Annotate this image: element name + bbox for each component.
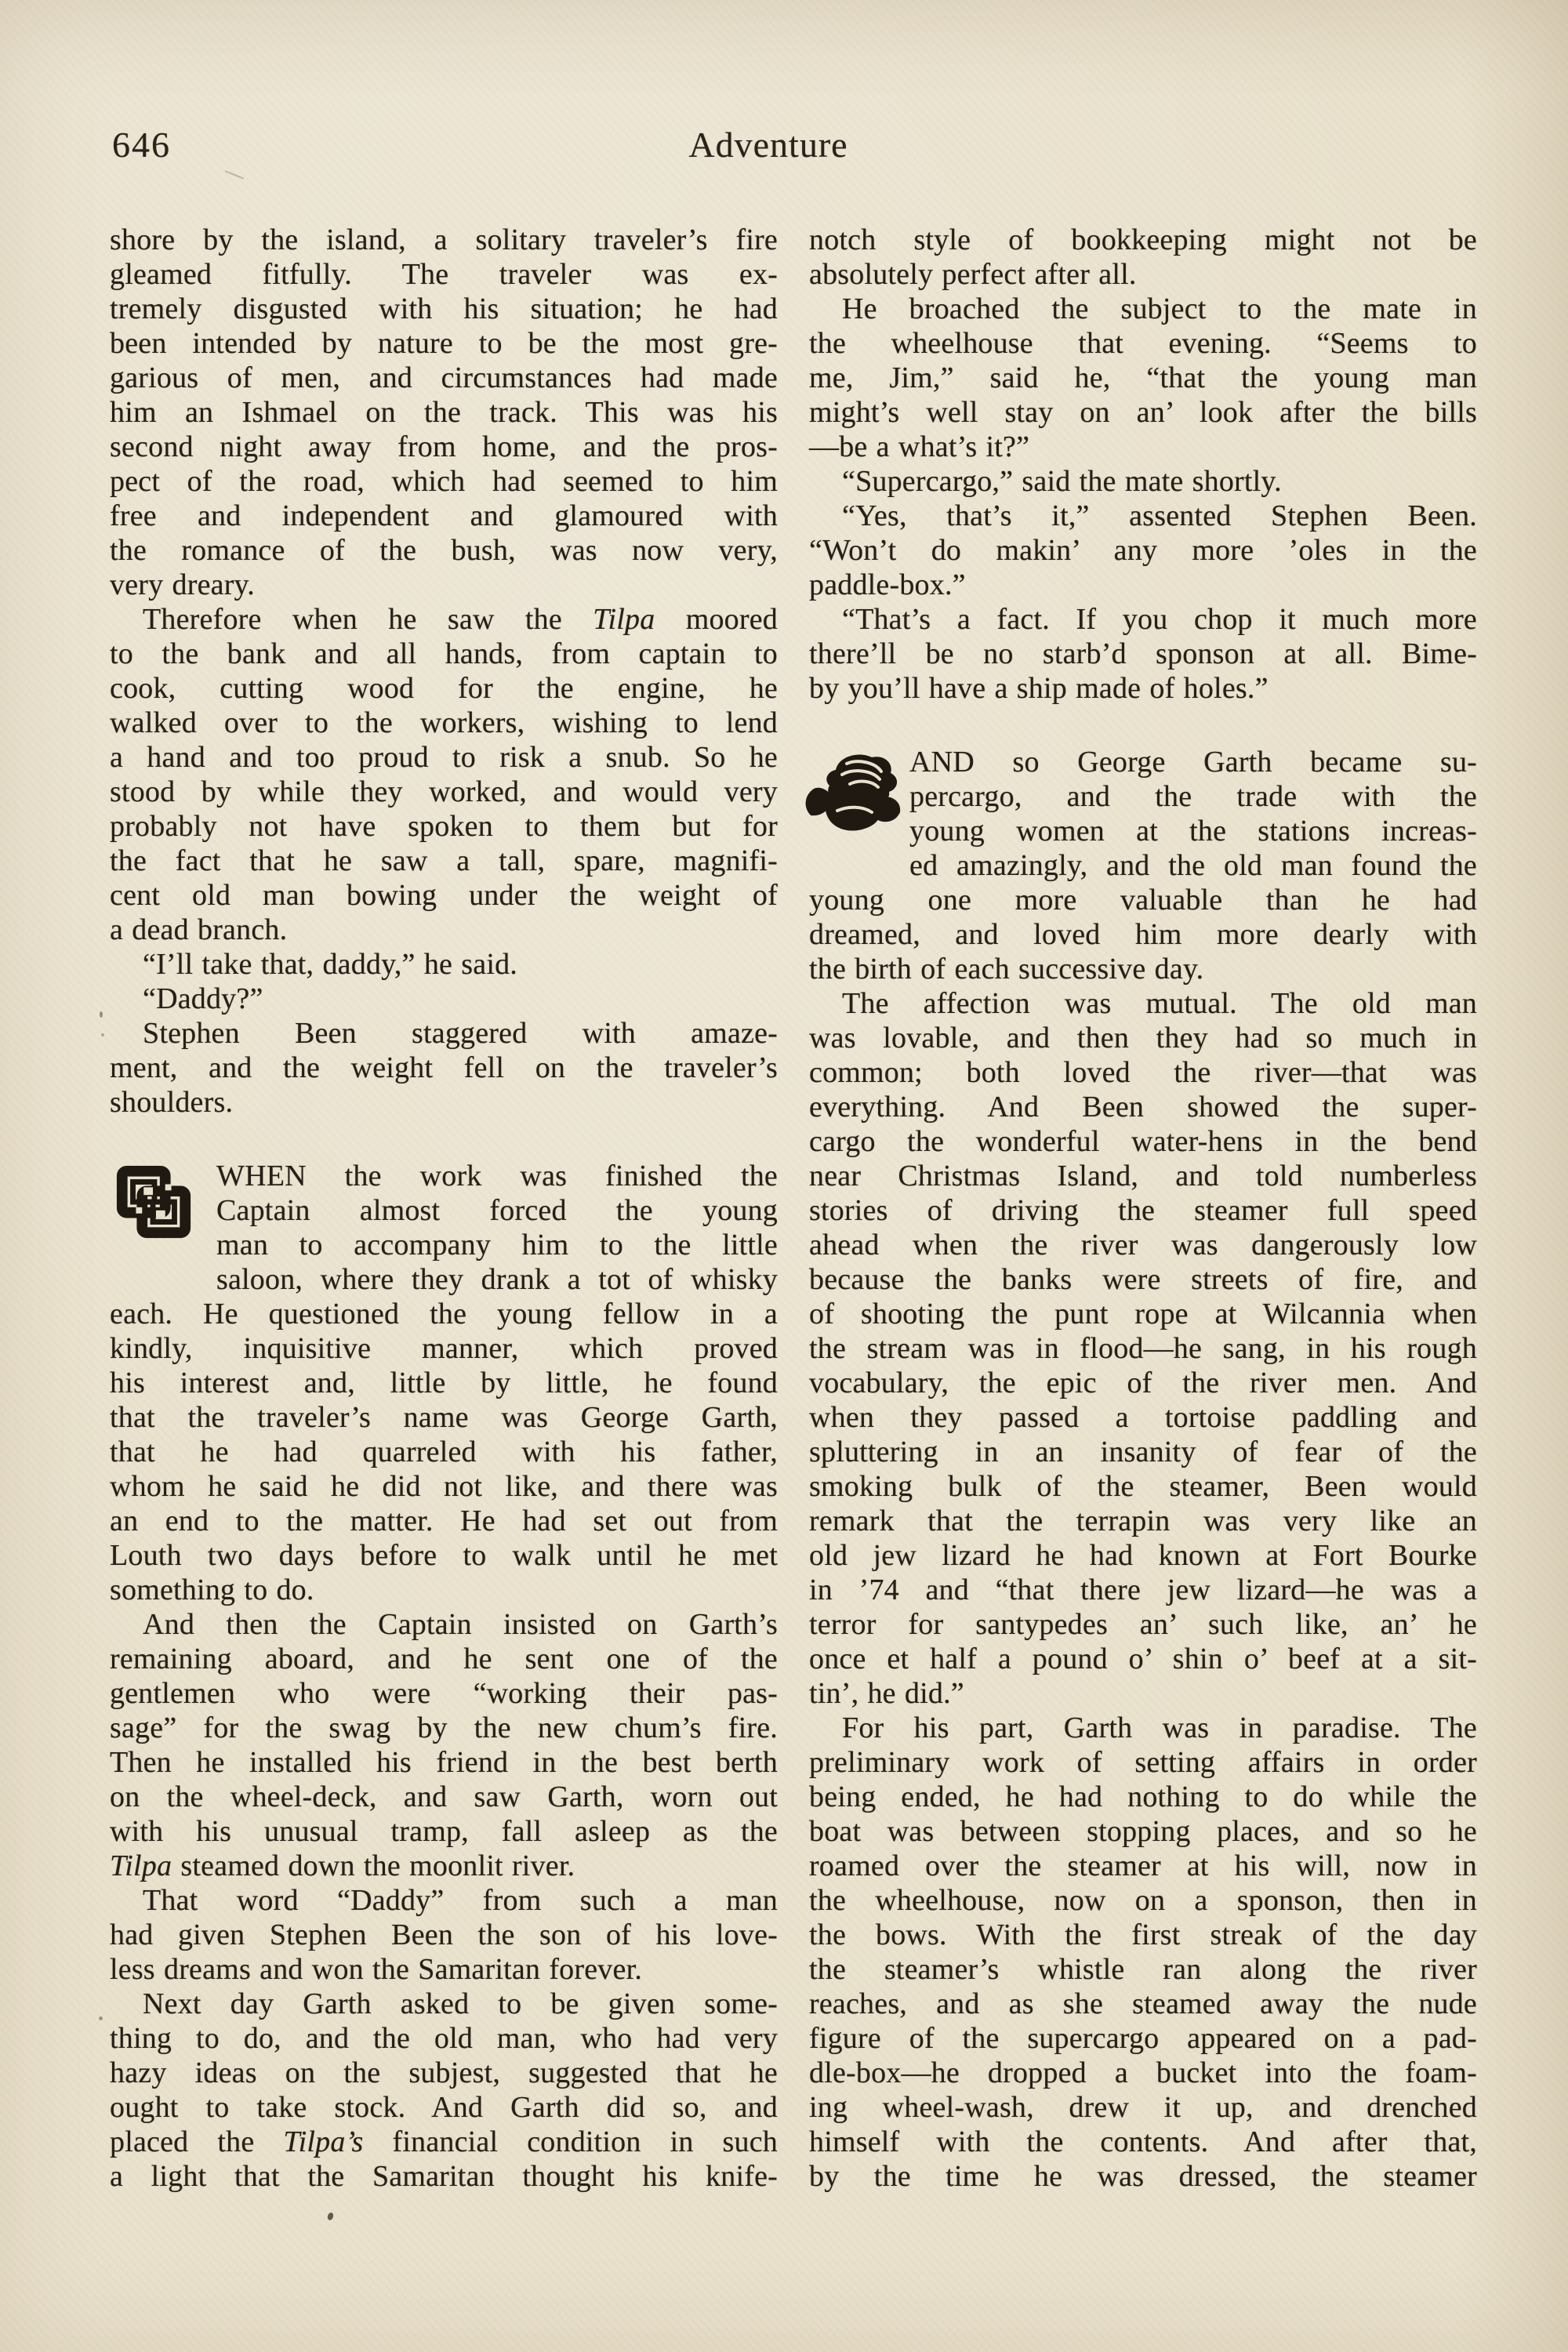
text-line: cargo the wonderful water-hens in the bend xyxy=(809,1125,1477,1158)
text-line: by you’ll have a ship made of holes.” xyxy=(809,672,1269,705)
text-line: roamed over the steamer at his will, now in xyxy=(809,1849,1477,1882)
text-line: old jew lizard he had known at Fort Bourke xyxy=(809,1539,1477,1572)
text-line: man to accompany him to the little xyxy=(216,1229,778,1261)
paragraph xyxy=(809,223,1477,292)
text-line: a hand and too proud to risk a snub. So he xyxy=(110,741,778,774)
text-line: reaches, and as she steamed away the nude xyxy=(809,1987,1477,2020)
ink-speck xyxy=(101,1033,104,1036)
knot-ornament-icon xyxy=(113,1163,194,1267)
text-line: been intended by nature to be the most gre- xyxy=(110,327,778,360)
text-line: tin’, he did.” xyxy=(809,1677,964,1710)
text-line: because the banks were streets of fire, and xyxy=(809,1263,1477,1296)
text-line: less dreams and won the Samaritan forever. xyxy=(110,1953,643,1986)
text-line: the stream was in flood—he sang, in his rough xyxy=(809,1332,1477,1365)
text-line: dreamed, and loved him more dearly with xyxy=(809,918,1477,951)
text-line: very dreary. xyxy=(110,568,255,601)
text-line: Therefore when he saw the Tilpa moored xyxy=(143,603,778,636)
text-line: the birth of each successive day. xyxy=(809,953,1204,985)
text-line: And then the Captain insisted on Garth’s xyxy=(143,1608,778,1641)
text-line: hazy ideas on the subjest, suggested that he xyxy=(110,2056,778,2089)
text-line: “That’s a fact. If you chop it much more xyxy=(842,603,1477,636)
text-line: saloon, where they drank a tot of whisky xyxy=(216,1263,778,1296)
text-line: Next day Garth asked to be given some- xyxy=(143,1987,778,2020)
text-line: Captain almost forced the young xyxy=(216,1194,778,1227)
text-line: the romance of the bush, was now very, xyxy=(110,534,778,567)
text-line: ing wheel-wash, drew it up, and drenched xyxy=(809,2091,1477,2124)
text-line: spluttering in an insanity of fear of the xyxy=(809,1436,1477,1468)
text-line: the fact that he saw a tall, spare, magnifi- xyxy=(110,844,778,877)
text-line: there’ll be no starb’d sponson at all. Bime- xyxy=(809,637,1477,670)
text-line: stories of driving the steamer full speed xyxy=(809,1194,1477,1227)
text-line: “Won’t do makin’ any more ’oles in the xyxy=(809,534,1477,567)
text-line: being ended, he had nothing to do while the xyxy=(809,1780,1477,1813)
text-line: young one more valuable than he had xyxy=(809,884,1477,916)
text-line: something to do. xyxy=(110,1573,314,1606)
text-line: each. He questioned the young fellow in a xyxy=(110,1298,778,1330)
paragraph xyxy=(809,986,1477,1711)
text-line: AND so George Garth became su- xyxy=(909,746,1477,779)
text-section xyxy=(110,1159,778,2194)
paragraph xyxy=(110,1016,778,1120)
text-line: pect of the road, which had seemed to him xyxy=(110,465,778,498)
paragraph xyxy=(809,499,1477,602)
text-line: percargo, and the trade with the xyxy=(909,780,1477,813)
flower-ornament-icon xyxy=(803,748,903,851)
text-line: walked over to the workers, wishing to lend xyxy=(110,706,778,739)
paragraph xyxy=(110,1607,778,1883)
paragraph xyxy=(110,1159,778,1607)
page-number: 646 xyxy=(112,125,171,165)
text-line: free and independent and glamoured with xyxy=(110,499,778,532)
text-line: terror for santypedes an’ such like, an’ he xyxy=(809,1608,1477,1641)
text-line: the wheelhouse, now on a sponson, then in xyxy=(809,1884,1477,1917)
text-line: of shooting the punt rope at Wilcannia when xyxy=(809,1298,1477,1330)
ink-speck xyxy=(327,2212,335,2221)
text-line: that the traveler’s name was George Garth, xyxy=(110,1401,778,1434)
text-line: the bows. With the first streak of the day xyxy=(809,1918,1477,1951)
text-line: garious of men, and circumstances had made xyxy=(110,361,778,394)
paragraph xyxy=(110,1883,778,1987)
text-line: That word “Daddy” from such a man xyxy=(143,1884,778,1917)
text-line: himself with the contents. And after that, xyxy=(809,2125,1477,2158)
text-line: WHEN the work was finished the xyxy=(216,1160,778,1192)
text-line: dle-box—he dropped a bucket into the foam- xyxy=(809,2056,1477,2089)
text-line: Stephen Been staggered with amaze- xyxy=(143,1017,778,1050)
text-line: in ’74 and “that there jew lizard—he was a xyxy=(809,1573,1477,1606)
text-line: For his part, Garth was in paradise. The xyxy=(842,1711,1477,1744)
text-line: when they passed a tortoise paddling and xyxy=(809,1401,1477,1434)
text-section xyxy=(110,223,778,1120)
ink-speck xyxy=(100,1011,103,1018)
text-line: tremely disgusted with his situation; he had xyxy=(110,292,778,325)
paragraph xyxy=(110,1987,778,2194)
text-line: once et half a pound o’ shin o’ beef at a sit- xyxy=(809,1642,1477,1675)
text-line: placed the Tilpa’s financial condition in such xyxy=(110,2125,778,2158)
text-line: that he had quarreled with his father, xyxy=(110,1436,778,1468)
paragraph xyxy=(110,982,778,1016)
paragraph xyxy=(809,602,1477,706)
text-line: Louth two days before to walk until he met xyxy=(110,1539,778,1572)
text-line: shore by the island, a solitary traveler’s fire xyxy=(110,223,778,256)
left-column xyxy=(110,223,778,2194)
text-line: second night away from home, and the pros- xyxy=(110,430,778,463)
text-line: vocabulary, the epic of the river men. And xyxy=(809,1367,1477,1399)
text-line: gentlemen who were “working their pas- xyxy=(110,1677,778,1710)
text-line: thing to do, and the old man, who had very xyxy=(110,2022,778,2055)
text-line: his interest and, little by little, he found xyxy=(110,1367,778,1399)
text-line: notch style of bookkeeping might not be xyxy=(809,223,1477,256)
text-line: figure of the supercargo appeared on a pad- xyxy=(809,2022,1477,2055)
text-line: ment, and the weight fell on the traveler’s xyxy=(110,1051,778,1084)
right-column xyxy=(809,223,1477,2194)
text-line: the steamer’s whistle ran along the river xyxy=(809,1953,1477,1986)
text-line: young women at the stations increas- xyxy=(909,815,1477,848)
text-line: remaining aboard, and he sent one of the xyxy=(110,1642,778,1675)
text-line: common; both loved the river—that was xyxy=(809,1056,1477,1089)
text-line: paddle-box.” xyxy=(809,568,966,601)
text-line: me, Jim,” said he, “that the young man xyxy=(809,361,1477,394)
text-line: He broached the subject to the mate in xyxy=(842,292,1477,325)
text-line: gleamed fitfully. The traveler was ex- xyxy=(110,258,778,291)
running-title: Adventure xyxy=(688,125,848,165)
text-section xyxy=(809,745,1477,2194)
text-line: “Daddy?” xyxy=(143,982,263,1015)
text-line: shoulders. xyxy=(110,1086,234,1119)
text-line: Then he installed his friend in the best berth xyxy=(110,1746,778,1779)
text-line: whom he said he did not like, and there was xyxy=(110,1470,778,1503)
text-line: the wheelhouse that evening. “Seems to xyxy=(809,327,1477,360)
text-line: a light that the Samaritan thought his knife- xyxy=(110,2160,778,2193)
text-section xyxy=(809,223,1477,706)
paragraph xyxy=(809,292,1477,464)
paragraph xyxy=(809,464,1477,499)
text-line: absolutely perfect after all. xyxy=(809,258,1137,291)
ink-speck xyxy=(99,2016,103,2020)
text-line: ought to take stock. And Garth did so, and xyxy=(110,2091,778,2124)
text-line: cook, cutting wood for the engine, he xyxy=(110,672,778,705)
text-line: on the wheel-deck, and saw Garth, worn out xyxy=(110,1780,778,1813)
paragraph xyxy=(110,223,778,602)
text-line: smoking bulk of the steamer, Been would xyxy=(809,1470,1477,1503)
text-line: with his unusual tramp, fall asleep as the xyxy=(110,1815,778,1848)
text-line: sage” for the swag by the new chum’s fire. xyxy=(110,1711,778,1744)
text-line: The affection was mutual. The old man xyxy=(842,987,1477,1020)
text-line: cent old man bowing under the weight of xyxy=(110,879,778,912)
paragraph xyxy=(110,602,778,947)
text-line: stood by while they worked, and would very xyxy=(110,775,778,808)
text-line: remark that the terrapin was very like an xyxy=(809,1504,1477,1537)
text-line: kindly, inquisitive manner, which proved xyxy=(110,1332,778,1365)
text-line: “Supercargo,” said the mate shortly. xyxy=(842,465,1282,498)
text-line: ed amazingly, and the old man found the xyxy=(909,849,1477,882)
paragraph xyxy=(809,1711,1477,2194)
paragraph xyxy=(110,947,778,982)
text-line: ahead when the river was dangerously low xyxy=(809,1229,1477,1261)
text-line: had given Stephen Been the son of his love- xyxy=(110,1918,778,1951)
text-line: to the bank and all hands, from captain to xyxy=(110,637,778,670)
text-line: was lovable, and then they had so much in xyxy=(809,1022,1477,1054)
text-line: an end to the matter. He had set out from xyxy=(110,1504,778,1537)
text-line: preliminary work of setting affairs in order xyxy=(809,1746,1477,1779)
text-line: —be a what’s it?” xyxy=(809,430,1030,463)
text-line: Tilpa steamed down the moonlit river. xyxy=(110,1849,575,1882)
text-line: “Yes, that’s it,” assented Stephen Been. xyxy=(842,499,1477,532)
text-line: “I’ll take that, daddy,” he said. xyxy=(143,948,518,981)
text-line: by the time he was dressed, the steamer xyxy=(809,2160,1477,2193)
text-line: a dead branch. xyxy=(110,913,288,946)
page-header xyxy=(0,124,1568,179)
text-line: probably not have spoken to them but for xyxy=(110,810,778,843)
text-line: might’s well stay on an’ look after the bills xyxy=(809,396,1477,429)
text-line: everything. And Been showed the super- xyxy=(809,1091,1477,1123)
text-line: him an Ishmael on the track. This was his xyxy=(110,396,778,429)
text-line: near Christmas Island, and told numberless xyxy=(809,1160,1477,1192)
text-line: boat was between stopping places, and so he xyxy=(809,1815,1477,1848)
paragraph xyxy=(809,745,1477,986)
